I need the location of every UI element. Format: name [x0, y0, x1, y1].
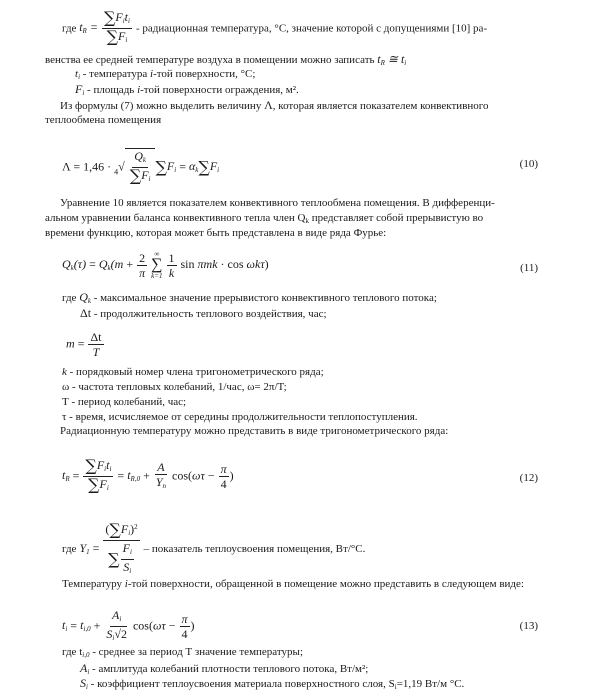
definition-Y: где $Y_1$ = $(\sum F_i)^2$ ∑ $\frac{F_i}{S_i}$ – показатель теплоусвоения помещения, Вт/°С. — [62, 520, 366, 575]
text: Температуру — [62, 578, 123, 590]
def-text: =1,19 Вт/м °С. — [396, 678, 465, 690]
definition-dt — [80, 306, 327, 321]
definition-omega — [62, 381, 287, 393]
text: представляет собой прерывистую во — [308, 212, 484, 224]
paragraph-tr-cont — [45, 52, 406, 67]
text: k — [305, 217, 309, 225]
definition-Si: $S_i$ - коэффициент теплоусвоения материала поверхностного слоя, $S_i=1,19$ Вт/м °С. — [80, 676, 465, 691]
text: Уравнение 10 является показателем конвективного теплообмена помещения. В дифференци- — [60, 197, 495, 209]
def-text: - порядковый номер члена тригонометрического ряда; — [69, 366, 324, 378]
paragraph-eq10-line3 — [45, 227, 386, 239]
text: Радиационную температуру можно представить в виде тригонометрического ряда: — [60, 425, 449, 437]
def-text: - амплитуда колебаний плотности теплового потока, Вт/м²; — [92, 663, 369, 675]
equation-number-10: (10) — [519, 158, 538, 170]
def-text: i — [137, 84, 141, 96]
definition-Ai: $A_i$ - амплитуда колебаний плотности теплового потока, Вт/м²; — [80, 661, 369, 676]
text-air-temp: венства ее средней температуре воздуха в помещении можно записать — [45, 54, 375, 66]
def-text: – показатель теплоусвоения помещения, Вт/°С. — [143, 542, 366, 555]
text-radiation-temp: - радиационная температура, °С, значение которой с допущениями [10] ра- — [135, 22, 488, 35]
def-text: -той поверхности ограждения, м². — [140, 84, 299, 96]
def-text: - коэффициент теплоусвоения материала поверхностного слоя, S — [90, 678, 395, 690]
def-text: ω - частота тепловых колебаний, 1/час, ω= 2π/T; — [62, 381, 287, 393]
equation-11: $Q_k(\tau) = Q_k(m$ + $\frac{2}{\pi}$ ∞ ∑ k=1 $\frac{1}{k}$ sin πmk · cos ωkτ) — [62, 250, 269, 280]
definition-ti0: где $t_{i,0}$ - среднее за период Т значение температуры; — [62, 646, 304, 659]
def-text: - температура — [82, 68, 148, 80]
definition-ti: $t_i$ - температура i-той поверхности, °С; — [75, 68, 256, 81]
formula-tr-inline: $t_R$ = $\frac{\sum F_it_i}{\sum F_i}$ — [79, 8, 130, 46]
equation-number-11: (11) — [520, 262, 538, 274]
paragraph-tr-definition — [62, 10, 487, 47]
text: времени функцию, которая может быть представлена в виде ряда Фурье: — [45, 227, 387, 239]
equation-10: Λ = 1,46 · $_4$√ $\frac{Q_k}{\sum F_i}$ $\sum F_i = \alpha_k\sum F_i$ — [62, 149, 220, 185]
paragraph-lambda-cont — [45, 114, 161, 126]
equation-12: $t_R$ = $\frac{\sum F_it_i}{\sum F_i}$ = $t_{R,0}$ + $\frac{A}{Y_п}$ cos(ωτ − $\frac{\pi}{4}$ ) — [62, 456, 234, 494]
equation-13: $t_i = t_{i,0}$ + $\frac{A_i}{S_i√2}$ cos(ωτ − $\frac{\pi}{4}$ ) — [62, 608, 195, 642]
definition-qk: где $Q_k$ - максимальное значение прерывистого конвективного теплового потока; — [62, 290, 437, 305]
def-text: i — [150, 68, 154, 80]
paragraph-lambda-intro — [60, 98, 489, 113]
text: альном уравнении баланса конвективного тепла член Q — [45, 212, 306, 224]
formula-m: m = $\frac{\Delta t}{T}$ — [66, 330, 102, 359]
definition-tau — [62, 411, 418, 423]
paragraph-eq10-line2 — [45, 212, 483, 225]
label-where: где — [62, 22, 77, 35]
text: i — [124, 578, 128, 590]
definition-T — [62, 396, 186, 408]
definition-k: k - порядковый номер члена тригонометрического ряда; — [62, 366, 324, 378]
formula-tr-approx: $t_R$ ≅ $t_i$ — [377, 52, 407, 67]
paragraph-eq10-line1 — [60, 197, 495, 209]
text: -той поверхности, обращенной в помещение можно представить в следующем виде: — [127, 578, 524, 590]
paragraph-radiation-series — [60, 425, 448, 437]
coef: 1,46 — [83, 159, 105, 174]
def-text: - среднее за период Т значение температуры; — [92, 646, 304, 658]
def-text: -той поверхности, °С; — [153, 68, 256, 80]
def-text: i — [394, 683, 397, 691]
def-text: - продолжительность теплового воздействия, час; — [91, 308, 327, 320]
paragraph-surface-temp — [62, 578, 524, 590]
def-text: Т - период колебаний, час; — [62, 396, 187, 408]
def-text: - максимальное значение прерывистого конвективного теплового потока; — [93, 292, 437, 304]
definition-fi: $F_i$ - площадь i-той поверхности ограждения, м². — [75, 82, 299, 97]
label-where: где — [62, 542, 77, 555]
def-text: τ - время, исчисляемое от середины продолжительности теплопоступления. — [62, 411, 418, 423]
text: теплообмена помещения — [45, 114, 162, 126]
def-text: - площадь — [87, 84, 135, 96]
label-where: где — [62, 646, 77, 658]
text: Из формулы (7) можно выделить величину — [60, 100, 262, 112]
text: , которая является показателем конвективного — [272, 100, 489, 112]
symbol-delta-t: Δt — [80, 306, 92, 320]
equation-number-13: (13) — [519, 620, 538, 632]
symbol-lambda: Λ — [264, 98, 273, 112]
label-where: где — [62, 292, 77, 304]
equation-number-12: (12) — [519, 472, 538, 484]
